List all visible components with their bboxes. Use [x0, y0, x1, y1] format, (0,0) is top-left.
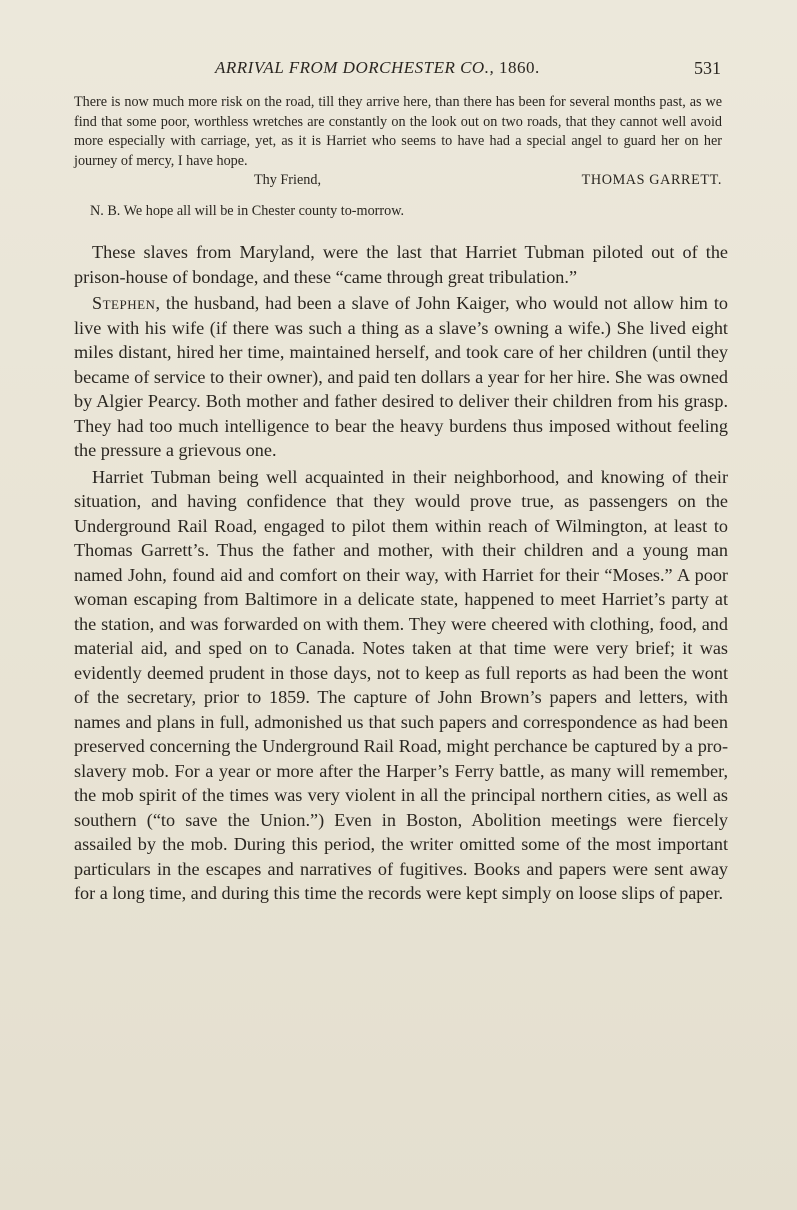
- running-title: [215, 58, 540, 78]
- main-text: [74, 240, 728, 906]
- page-number: 531: [694, 58, 721, 78]
- paragraph-2-lead: Stephen: [92, 293, 156, 313]
- letter-signoff: [74, 171, 722, 191]
- letter-body: [74, 93, 722, 171]
- paragraph-2-text: , the husband, had been a slave of John Kaiger, who would not allow him to live with his wife (if there was such a thing as a slave’s owning a wife.) She lived eight miles distant, hired her time, maintained herself, and took care of her children (until they became of service to their owner), and paid ten dollars a year for her hire. She was owned by Algier Pearcy. Both mother and father desired to deliver their children from his grasp. They had too much intelligence to bear the heavy burdens thus imposed without feeling the pressure a grievous one.: [74, 293, 728, 460]
- paragraph-1: These slaves from Maryland, were the last that Harriet Tubman piloted out of the prison-house of bondage, and these “came through great tribulation.”: [74, 242, 728, 287]
- nota-bene: N. B. We hope all will be in Chester county to-morrow.: [90, 203, 405, 219]
- running-title-text: ARRIVAL FROM DORCHESTER CO.,: [215, 58, 495, 77]
- letter-excerpt: [74, 93, 722, 191]
- letter-signature: THOMAS GARRETT.: [581, 172, 722, 189]
- paragraph-2: [74, 291, 728, 463]
- letter-text: There is now much more risk on the road, till they arrive here, than there has been for several months past, as we find that some poor, worthless wretches are constantly on the look out on two roads, that they cannot well avoid more especially with carriage, yet, as it is Harriet who seems to have had a special angel to guard her on her journey of mercy, I have hope.: [74, 94, 722, 169]
- paragraph-3: Harriet Tubman being well acquainted in their neighborhood, and knowing of their situation, and having confidence that they would prove true, as passengers on the Underground Rail Road, engaged to pilot them within reach of Wilmington, at least to Thomas Garrett’s. Thus the father and mother, with their children and a young man named John, found aid and comfort on their way, with Harriet for their “Moses.” A poor woman escaping from Baltimore in a delicate state, happened to meet Harriet’s party at the station, and was forwarded on with them. They were cheered with clothing, food, and material aid, and sped on to Canada. Notes taken at that time were very brief; it was evidently deemed prudent in those days, not to keep as full reports as had been the wont of the secretary, prior to 1859. The capture of John Brown’s papers and letters, with names and plans in full, admonished us that such papers and correspondence as had been preserved concerning the Underground Rail Road, might perchance be captured by a pro-slavery mob. For a year or more after the Harper’s Ferry battle, as many will remember, the mob spirit of the times was very violent in all the principal northern cities, as well as southern (“to save the Union.”) Even in Boston, Abolition meetings were fiercely assailed by the mob. During this period, the writer omitted some of the most important particulars in the escapes and narratives of fugitives. Books and papers were sent away for a long time, and during this time the records were kept simply on loose slips of paper.: [74, 466, 728, 903]
- page-header: [0, 58, 797, 82]
- running-title-year: 1860.: [498, 58, 540, 77]
- letter-closing: Thy Friend,: [254, 172, 321, 189]
